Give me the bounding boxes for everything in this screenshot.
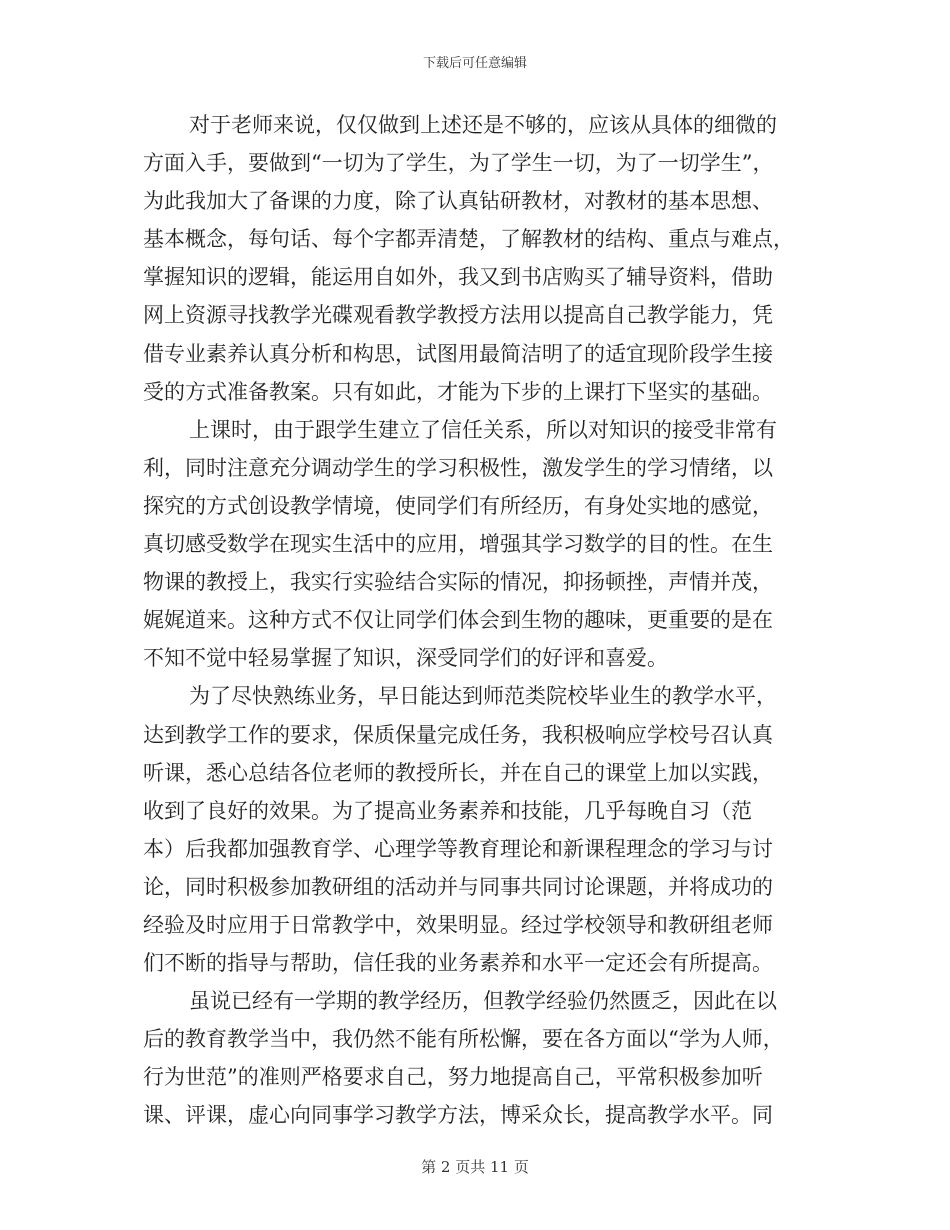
- text-line: 方面入手，要做到“一切为了学生，为了学生一切，为了一切学生”，: [143, 151, 774, 176]
- text-line: 借专业素养认真分析和构思，试图用最简洁明了的适宜现阶段学生接: [143, 341, 773, 366]
- text-line: 达到教学工作的要求，保质保量完成任务，我积极响应学校号召认真: [143, 722, 773, 747]
- text-line: 探究的方式创设教学情境，使同学们有所经历，有身处实地的感觉，: [143, 493, 773, 518]
- document-body: [143, 106, 800, 1135]
- text-line: 不知不觉中轻易掌握了知识，深受同学们的好评和喜爱。: [143, 646, 668, 671]
- text-line: 本）后我都加强教育学、心理学等教育理论和新课程理念的学习与讨: [143, 836, 773, 861]
- text-line: 基本概念，每句话、每个字都弄清楚，了解教材的结构、重点与难点，: [143, 227, 794, 252]
- text-line: 收到了良好的效果。为了提高业务素养和技能，几乎每晚自习（范: [143, 798, 752, 823]
- text-line: 为此我加大了备课的力度，除了认真钻研教材，对教材的基本思想、: [143, 189, 773, 214]
- text-line: 对于老师来说，仅仅做到上述还是不够的，应该从具体的细微的: [189, 113, 777, 137]
- text-line: 物课的教授上，我实行实验结合实际的情况，抑扬顿挫，声情并茂，: [143, 570, 773, 595]
- text-line: 娓娓道来。这种方式不仅让同学们体会到生物的趣味，更重要的是在: [143, 608, 773, 633]
- page-footer: 第 2 页共 11 页: [421, 1158, 529, 1176]
- text-line: 掌握知识的逻辑，能运用自如外，我又到书店购买了辅导资料，借助: [143, 265, 773, 290]
- text-line: 论，同时积极参加教研组的活动并与同事共同讨论课题，并将成功的: [143, 874, 773, 899]
- page-header: 下载后可任意编辑: [422, 56, 527, 71]
- text-line: 后的教育教学当中，我仍然不能有所松懈，要在各方面以“学为人师，: [143, 1027, 784, 1052]
- text-line: 们不断的指导与帮助，信任我的业务素养和水平一定还会有所提高。: [143, 951, 773, 976]
- text-line: 行为世范”的准则严格要求自己，努力地提高自己，平常积极参加听: [143, 1065, 763, 1090]
- text-line: 利，同时注意充分调动学生的学习积极性，激发学生的学习情绪，以: [143, 455, 773, 480]
- text-line: 课、评课，虚心向同事学习教学方法，博采众长，提高教学水平。同: [143, 1103, 773, 1128]
- text-line: 虽说已经有一学期的教学经历，但教学经验仍然匮乏，因此在以: [189, 989, 777, 1014]
- text-line: 受的方式准备教案。只有如此，才能为下步的上课打下坚实的基础。: [143, 379, 773, 404]
- text-line: 听课，悉心总结各位老师的教授所长，并在自己的课堂上加以实践，: [143, 760, 773, 785]
- text-line: 网上资源寻找教学光碟观看教学教授方法用以提高自己教学能力，凭: [143, 303, 773, 328]
- text-line: 真切感受数学在现实生活中的应用，增强其学习数学的目的性。在生: [143, 532, 773, 557]
- text-line: 上课时，由于跟学生建立了信任关系，所以对知识的接受非常有: [189, 417, 777, 442]
- text-line: 为了尽快熟练业务，早日能达到师范类院校毕业生的教学水平，: [189, 684, 777, 709]
- text-line: 经验及时应用于日常教学中，效果明显。经过学校领导和教研组老师: [143, 912, 773, 937]
